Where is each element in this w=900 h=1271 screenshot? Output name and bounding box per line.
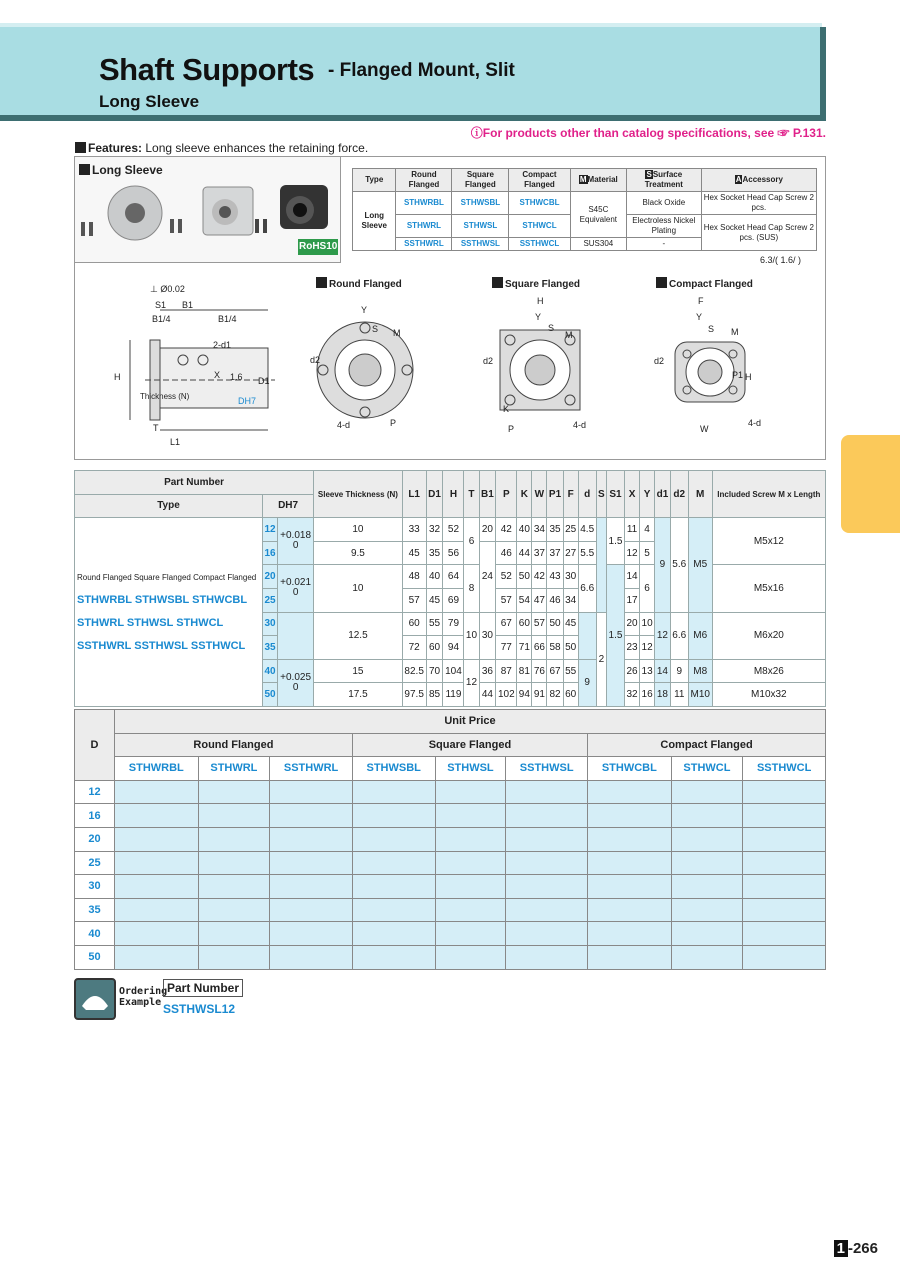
part-number-label: Part Number (163, 979, 243, 997)
price-cell[interactable] (588, 780, 672, 804)
round-flanged-label: Round Flanged (329, 279, 402, 290)
price-cell[interactable] (115, 945, 199, 969)
price-cell[interactable] (671, 922, 743, 946)
price-cell[interactable] (671, 898, 743, 922)
square-bullet-icon (75, 142, 86, 153)
price-col-header: STHWCL (671, 757, 743, 781)
price-row-d: 20 (75, 827, 115, 851)
price-cell[interactable] (352, 804, 435, 828)
catalog-notice[interactable]: ⓘFor products other than catalog specifications, see ☞ P.131. (470, 126, 826, 140)
price-row-d: 35 (75, 898, 115, 922)
page-subtitle: - Flanged Mount, Slit (328, 60, 515, 81)
page-title: Shaft Supports (99, 52, 315, 87)
dimension-table: Part Number Sleeve Thickness (N) L1 D1 H T B1 P K W P1 F d S S1 X Y d1 d2 M Included Screw M x Length Type DH7 Round Flanged Square Flanged Compact Flanged STHWRBL STHWSBL STHWCBL STHWRL STHWSL STHWCL SSTHWRL SSTHWSL SSTHWCL 12 +0.018 0 10 33 32 52 6 20 42 40 34 35 25 4.5 1.5 11 4 9 5.6 M5 M5x12 16 9.5 45 35 56 24 46 44 37 37 27 5.5 12 5 20 +0.021 0 10 48 40 64 8 52 50 42 43 30 6.6 1.5 14 6 M5x16 25 57 45 69 57 54 47 46 34 17 30 12.5 60 55 79 10 30 67 60 57 50 45 2 20 10 12 6.6 M6 M6x20 35 72 60 94 77 71 66 58 50 23 12 40 +0.025 0 15 82.5 70 104 12 36 87 81 76 67 55 9 26 13 14 9 M8 M8x26 50 17.5 97.5 85 119 44 102 94 91 82 60 32 16 18 11 M10 M10x32 (74, 470, 826, 707)
price-cell[interactable] (270, 827, 353, 851)
price-cell[interactable] (435, 804, 506, 828)
price-cell[interactable] (743, 827, 826, 851)
technical-drawings (75, 270, 825, 458)
price-cell[interactable] (506, 851, 588, 875)
price-cell[interactable] (588, 922, 672, 946)
price-cell[interactable] (506, 780, 588, 804)
price-cell[interactable] (198, 945, 270, 969)
price-col-header: SSTHWCL (743, 757, 826, 781)
s-icon: S (646, 170, 652, 179)
section-tab (841, 435, 900, 533)
price-col-header: STHWRL (198, 757, 270, 781)
rohs-badge: RoHS10 (299, 241, 338, 252)
price-row-d: 40 (75, 922, 115, 946)
price-col-header: SSTHWSL (506, 757, 588, 781)
price-cell[interactable] (588, 945, 672, 969)
price-cell[interactable] (270, 875, 353, 899)
price-cell[interactable] (506, 945, 588, 969)
price-cell[interactable] (743, 898, 826, 922)
price-row-d: 30 (75, 875, 115, 899)
info-icon: ⓘ (470, 126, 483, 140)
compact-flanged-label: Compact Flanged (669, 279, 753, 290)
price-cell[interactable] (435, 945, 506, 969)
price-row (75, 898, 826, 922)
price-cell[interactable] (198, 922, 270, 946)
price-cell[interactable] (506, 875, 588, 899)
price-cell[interactable] (588, 851, 672, 875)
price-table: D Unit Price Round Flanged Square Flanged Compact Flanged STHWRBL STHWRL SSTHWRL STHWSBL STHWSL SSTHWSL STHWCBL STHWCL SSTHWCL 12 16 20 25 30 35 40 50 (74, 709, 826, 970)
price-cell[interactable] (506, 804, 588, 828)
ordering-example-label: Ordering Example (119, 986, 168, 1008)
price-cell[interactable] (352, 945, 435, 969)
price-cell[interactable] (198, 851, 270, 875)
price-cell[interactable] (506, 898, 588, 922)
price-cell[interactable] (270, 922, 353, 946)
price-row (75, 780, 826, 804)
price-cell[interactable] (743, 804, 826, 828)
price-cell[interactable] (198, 780, 270, 804)
price-cell[interactable] (352, 898, 435, 922)
price-row (75, 804, 826, 828)
price-cell[interactable] (435, 780, 506, 804)
price-cell[interactable] (743, 945, 826, 969)
spec-table: Type Round Flanged Square Flanged Compact Flanged MMaterial SSurface Treatment AAccessory Long Sleeve STHWRBL STHWSBL STHWCBL S45C Equivalent Black Oxide Hex Socket Head Cap Screw 2 pcs. STHWRL STHWSL STHWCL Electroless Nickel Plating Hex Socket Head Cap Screw 2 pcs. (SUS) SSTHWRL SSTHWSL SSTHWCL SUS304 - (352, 168, 817, 251)
price-cell[interactable] (671, 780, 743, 804)
price-cell[interactable] (352, 851, 435, 875)
price-cell[interactable] (506, 922, 588, 946)
perpendicularity-label: ⊥ Ø0.02 (150, 284, 185, 294)
price-cell[interactable] (435, 875, 506, 899)
ordering-part-number: SSTHWSL12 (163, 1002, 236, 1016)
square-bullet-icon (79, 164, 90, 175)
features-line: Features: Long sleeve enhances the retaining force. (75, 141, 368, 155)
roughness-symbol: 6.3/( 1.6/ ) (760, 255, 802, 265)
price-cell[interactable] (115, 898, 199, 922)
price-cell[interactable] (270, 898, 353, 922)
price-cell[interactable] (671, 945, 743, 969)
price-cell[interactable] (270, 945, 353, 969)
price-cell[interactable] (671, 827, 743, 851)
price-cell[interactable] (435, 827, 506, 851)
price-row (75, 875, 826, 899)
square-flanged-label: Square Flanged (505, 279, 581, 290)
price-cell[interactable] (435, 851, 506, 875)
page-subtitle-2: Long Sleeve (99, 92, 200, 111)
price-cell[interactable] (671, 875, 743, 899)
price-cell[interactable] (198, 898, 270, 922)
price-cell[interactable] (115, 851, 199, 875)
price-row-d: 12 (75, 780, 115, 804)
price-cell[interactable] (352, 827, 435, 851)
price-cell[interactable] (588, 827, 672, 851)
price-cell[interactable] (506, 827, 588, 851)
price-cell[interactable] (115, 875, 199, 899)
price-row (75, 945, 826, 969)
page-number: 1 -266 (834, 1240, 878, 1257)
price-cell[interactable] (435, 898, 506, 922)
price-row-d: 16 (75, 804, 115, 828)
price-row (75, 827, 826, 851)
price-cell[interactable] (743, 922, 826, 946)
photo-label: Long Sleeve (92, 163, 163, 177)
price-cell[interactable] (352, 922, 435, 946)
price-col-header: STHWCBL (588, 757, 672, 781)
price-row-d: 25 (75, 851, 115, 875)
price-col-header: STHWSL (435, 757, 506, 781)
price-cell[interactable] (743, 780, 826, 804)
price-cell[interactable] (115, 922, 199, 946)
price-cell[interactable] (115, 780, 199, 804)
price-cell[interactable] (435, 922, 506, 946)
price-cell[interactable] (588, 898, 672, 922)
price-cell[interactable] (671, 804, 743, 828)
price-row (75, 922, 826, 946)
price-row (75, 851, 826, 875)
price-cell[interactable] (743, 875, 826, 899)
price-cell[interactable] (270, 780, 353, 804)
price-cell[interactable] (671, 851, 743, 875)
price-col-header: STHWRBL (115, 757, 199, 781)
price-col-header: STHWSBL (352, 757, 435, 781)
product-photo-box (75, 157, 341, 263)
price-cell[interactable] (198, 875, 270, 899)
price-cell[interactable] (115, 827, 199, 851)
price-row-d: 50 (75, 945, 115, 969)
a-icon: A (735, 175, 742, 184)
price-cell[interactable] (198, 827, 270, 851)
price-cell[interactable] (588, 875, 672, 899)
price-cell[interactable] (115, 804, 199, 828)
price-cell[interactable] (270, 804, 353, 828)
price-cell[interactable] (743, 851, 826, 875)
price-cell[interactable] (352, 780, 435, 804)
price-cell[interactable] (270, 851, 353, 875)
phone-icon (74, 978, 116, 1020)
m-icon: M (579, 175, 587, 184)
price-cell[interactable] (198, 804, 270, 828)
price-col-header: SSTHWRL (270, 757, 353, 781)
price-cell[interactable] (588, 804, 672, 828)
price-cell[interactable] (352, 875, 435, 899)
